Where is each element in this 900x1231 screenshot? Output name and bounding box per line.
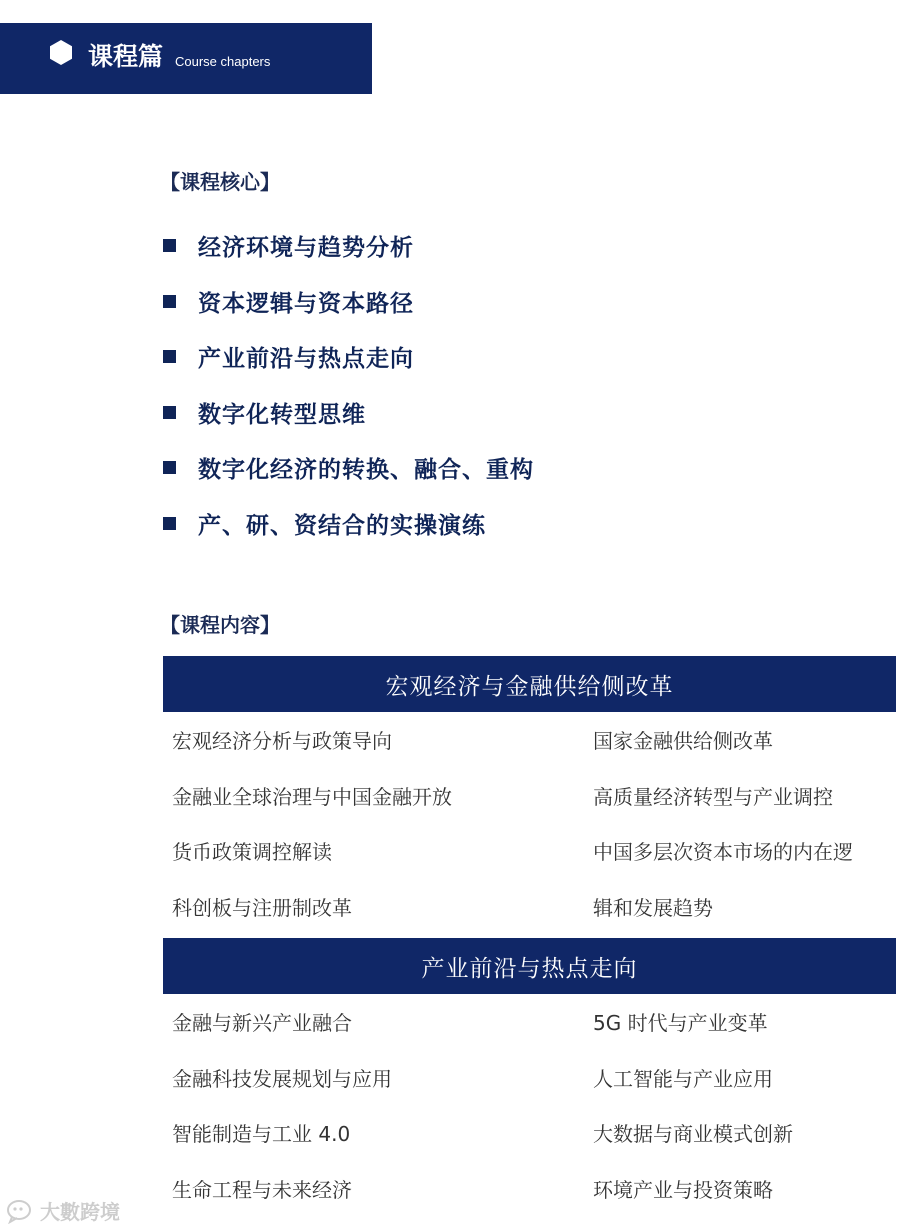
watermark-text: 大數跨境 [40,1200,120,1224]
core-item-text: 产业前沿与热点走向 [198,346,414,373]
table-row [163,768,896,824]
table-row [163,1161,896,1217]
table-row [163,823,896,879]
core-item-text: 资本逻辑与资本路径 [198,290,414,317]
core-item [163,329,534,385]
chat-bubble-icon [6,1198,34,1224]
watermark [6,1196,120,1225]
course-table-industry [163,938,896,1216]
course-table-macro [163,656,896,934]
table-row [163,994,896,1050]
table-row [163,879,896,935]
table-row [163,1105,896,1161]
core-item-text: 产、研、资结合的实操演练 [198,512,486,539]
table-cell: 5G 时代与产业变革 [593,1011,768,1036]
chapter-header [0,23,372,94]
core-item-text: 经济环境与趋势分析 [198,235,414,262]
table-cell: 高质量经济转型与产业调控 [593,784,833,809]
core-list [163,218,534,551]
table-cell: 货币政策调控解读 [172,840,332,865]
table-row [163,712,896,768]
table-cell: 中国多层次资本市场的内在逻 [593,840,853,865]
core-item [163,496,534,552]
table-cell: 科创板与注册制改革 [172,895,352,920]
square-bullet-icon [163,350,176,363]
table-cell: 辑和发展趋势 [593,895,713,920]
table-cell: 金融业全球治理与中国金融开放 [172,784,452,809]
table-header: 产业前沿与热点走向 [163,938,896,994]
chapter-title: 课程篇 [88,42,164,71]
table-cell: 智能制造与工业 4.0 [172,1122,351,1147]
core-item-text: 数字化经济的转换、融合、重构 [198,457,534,484]
core-item [163,218,534,274]
square-bullet-icon [163,239,176,252]
table-header: 宏观经济与金融供给侧改革 [163,656,896,712]
core-section-label: 【课程核心】 [160,170,280,194]
chapter-subtitle: Course chapters [175,54,271,69]
core-item [163,385,534,441]
core-item [163,440,534,496]
table-cell: 生命工程与未来经济 [172,1177,352,1202]
hexagon-icon [50,40,72,65]
core-item-text: 数字化转型思维 [198,401,366,428]
table-row [163,1050,896,1106]
table-cell: 金融科技发展规划与应用 [172,1066,392,1091]
square-bullet-icon [163,295,176,308]
table-cell: 环境产业与投资策略 [593,1177,773,1202]
square-bullet-icon [163,406,176,419]
table-cell: 宏观经济分析与政策导向 [172,729,392,754]
core-item [163,274,534,330]
table-cell: 大数据与商业模式创新 [593,1122,793,1147]
table-cell: 金融与新兴产业融合 [172,1011,352,1036]
table-cell: 人工智能与产业应用 [593,1066,773,1091]
square-bullet-icon [163,517,176,530]
table-cell: 国家金融供给侧改革 [593,729,773,754]
content-section-label: 【课程内容】 [160,613,280,637]
square-bullet-icon [163,461,176,474]
